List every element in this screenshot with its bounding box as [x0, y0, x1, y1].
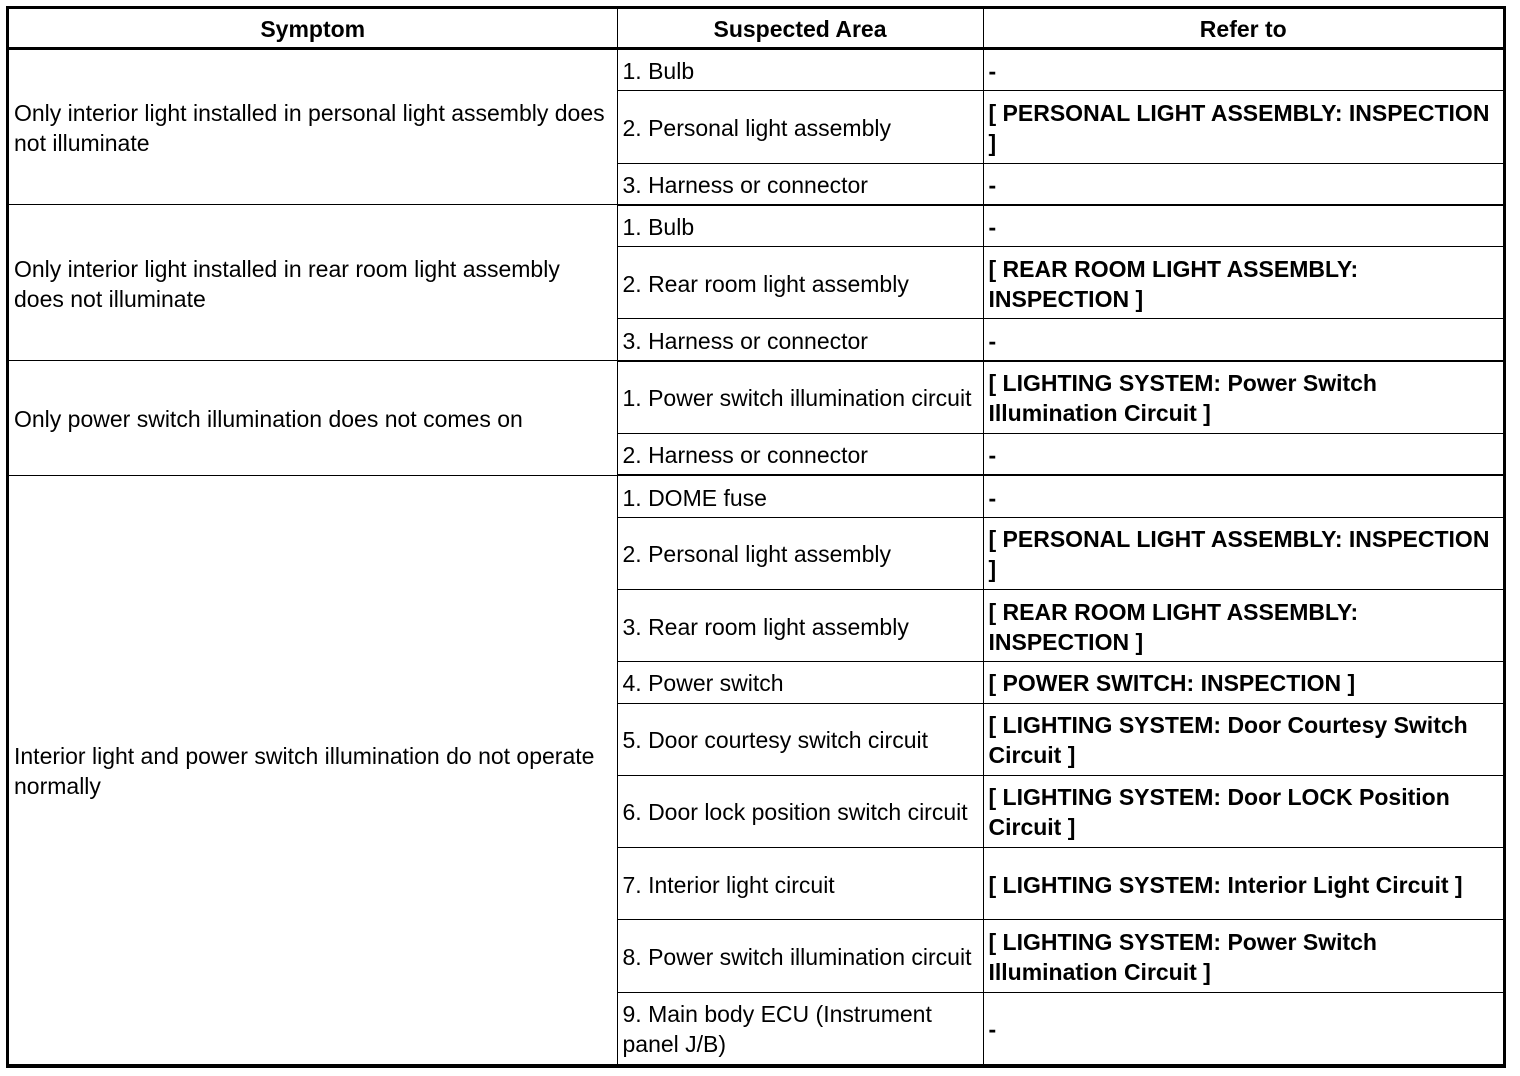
suspected-area-cell: 4. Power switch: [617, 662, 983, 703]
table-row: [9, 475, 1503, 517]
refer-to-link[interactable]: [ POWER SWITCH: INSPECTION ]: [983, 662, 1503, 703]
refer-to-cell: -: [983, 205, 1503, 247]
symptom-cell: Interior light and power switch illumination do not operate normally: [9, 475, 617, 1064]
troubleshooting-table: [9, 9, 1503, 1065]
suspected-area-cell: 9. Main body ECU (Instrument panel J/B): [617, 992, 983, 1064]
refer-to-link[interactable]: [ LIGHTING SYSTEM: Power Switch Illumination Circuit ]: [983, 361, 1503, 434]
suspected-area-cell: 3. Rear room light assembly: [617, 589, 983, 661]
header-row: [9, 9, 1503, 49]
suspected-area-cell: 1. DOME fuse: [617, 475, 983, 517]
suspected-area-cell: 6. Door lock position switch circuit: [617, 775, 983, 847]
table-row: [9, 49, 1503, 91]
refer-to-link[interactable]: [ LIGHTING SYSTEM: Door Courtesy Switch Circuit ]: [983, 703, 1503, 775]
header-refer-to: Refer to: [983, 9, 1503, 49]
table-row: [9, 205, 1503, 247]
symptom-cell: Only power switch illumination does not comes on: [9, 361, 617, 476]
suspected-area-cell: 1. Power switch illumination circuit: [617, 361, 983, 434]
refer-to-link[interactable]: [ PERSONAL LIGHT ASSEMBLY: INSPECTION ]: [983, 517, 1503, 589]
suspected-area-cell: 2. Rear room light assembly: [617, 247, 983, 319]
refer-to-cell: -: [983, 434, 1503, 476]
suspected-area-cell: 2. Personal light assembly: [617, 91, 983, 163]
suspected-area-cell: 8. Power switch illumination circuit: [617, 920, 983, 992]
refer-to-link[interactable]: [ LIGHTING SYSTEM: Door LOCK Position Circuit ]: [983, 775, 1503, 847]
suspected-area-cell: 1. Bulb: [617, 205, 983, 247]
refer-to-cell: -: [983, 319, 1503, 361]
suspected-area-cell: 5. Door courtesy switch circuit: [617, 703, 983, 775]
suspected-area-cell: 3. Harness or connector: [617, 163, 983, 205]
symptom-cell: Only interior light installed in personal light assembly does not illuminate: [9, 49, 617, 205]
suspected-area-cell: 7. Interior light circuit: [617, 848, 983, 920]
suspected-area-cell: 3. Harness or connector: [617, 319, 983, 361]
header-suspected-area: Suspected Area: [617, 9, 983, 49]
refer-to-cell: -: [983, 992, 1503, 1064]
troubleshooting-table-container: [6, 6, 1506, 1068]
refer-to-cell: -: [983, 163, 1503, 205]
suspected-area-cell: 1. Bulb: [617, 49, 983, 91]
refer-to-cell: -: [983, 475, 1503, 517]
refer-to-link[interactable]: [ LIGHTING SYSTEM: Power Switch Illumination Circuit ]: [983, 920, 1503, 992]
header-symptom: Symptom: [9, 9, 617, 49]
suspected-area-cell: 2. Harness or connector: [617, 434, 983, 476]
refer-to-link[interactable]: [ LIGHTING SYSTEM: Interior Light Circuit ]: [983, 848, 1503, 920]
refer-to-cell: -: [983, 49, 1503, 91]
table-row: [9, 361, 1503, 434]
refer-to-link[interactable]: [ PERSONAL LIGHT ASSEMBLY: INSPECTION ]: [983, 91, 1503, 163]
suspected-area-cell: 2. Personal light assembly: [617, 517, 983, 589]
refer-to-link[interactable]: [ REAR ROOM LIGHT ASSEMBLY: INSPECTION ]: [983, 589, 1503, 661]
refer-to-link[interactable]: [ REAR ROOM LIGHT ASSEMBLY: INSPECTION ]: [983, 247, 1503, 319]
symptom-cell: Only interior light installed in rear room light assembly does not illuminate: [9, 205, 617, 361]
